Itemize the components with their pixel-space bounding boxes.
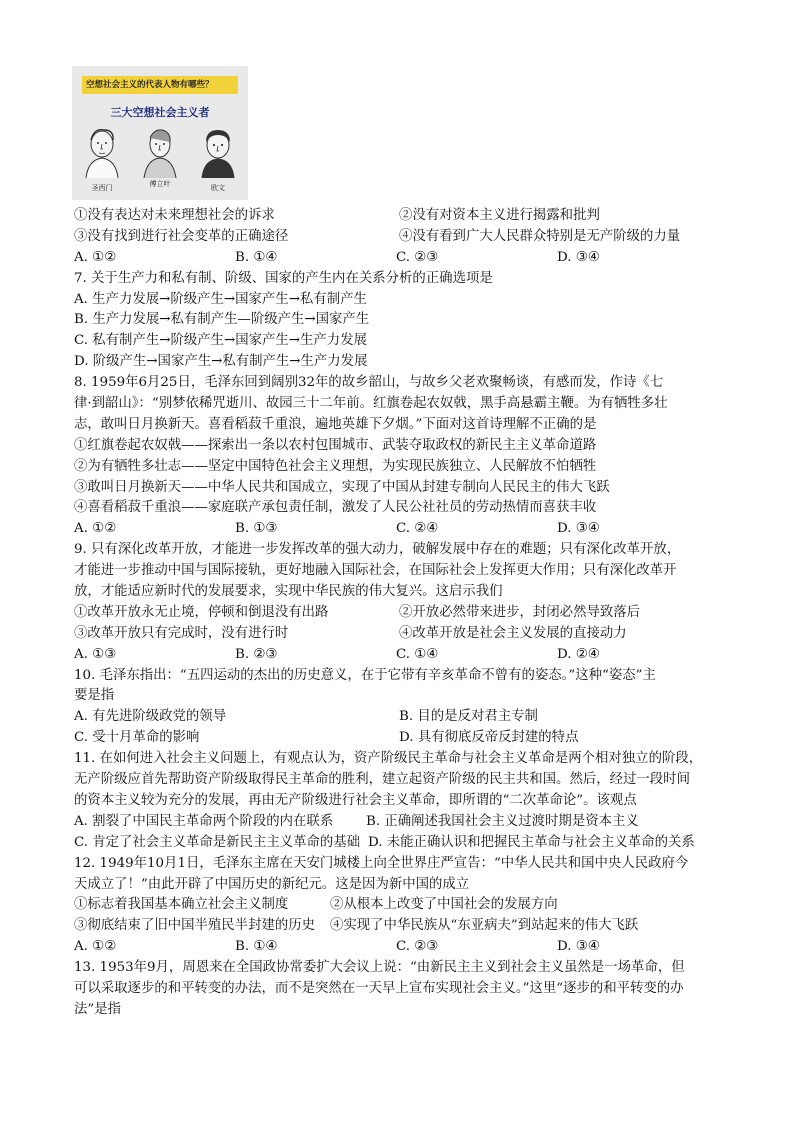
q7-option-a[interactable]: A. 生产力发展→阶级产生→国家产生→私有制产生 xyxy=(74,291,367,307)
q12-statement-4: ④实现了中华民族从“东亚病夫”到站起来的伟大飞跃 xyxy=(330,918,639,934)
q8-statement-3: ③敢叫日月换新天——中华人民共和国成立，实现了中国从封建专制向人民民主的伟大飞跃 xyxy=(74,479,610,495)
q12-option-b[interactable]: B. ①④ xyxy=(235,939,278,955)
q8-options xyxy=(74,519,734,540)
q11-option-c[interactable]: C. 肯定了社会主义革命是新民主主义革命的基础 xyxy=(74,834,361,850)
q8-stem-line-2: 律·到韶山》：“别梦依稀咒逝川、故园三十二年前。红旗卷起农奴戟，黑手高悬霸主鞭。为有牺牲多壮 xyxy=(74,396,668,412)
q10-stem-line-1: 10. 毛泽东指出：“五四运动的杰出的历史意义，在于它带有辛亥革命不曾有的姿态。”这种“姿态”主 xyxy=(74,667,656,683)
q10-options-row-2 xyxy=(74,728,734,749)
utopian-socialists-figure xyxy=(72,66,248,200)
q6-option-a[interactable]: A. ①② xyxy=(74,249,117,265)
q11-option-d[interactable]: D. 未能正确认识和把握民主革命与社会主义革命的关系 xyxy=(368,834,695,850)
q11-stem-line-1: 11. 在如何进入社会主义问题上，有观点认为，资产阶级民主革命与社会主义革命是两个相对独立的阶段， xyxy=(74,751,703,767)
q10-stem-line-2: 要是指 xyxy=(74,688,115,704)
figure-banner: 空想社会主义的代表人物有哪些？ xyxy=(82,76,238,94)
q7-option-c[interactable]: C. 私有制产生→阶级产生→国家产生→生产力发展 xyxy=(74,333,367,349)
q9-option-c[interactable]: C. ①④ xyxy=(396,646,439,662)
q9-statement-3: ③改革开放只有完成时，没有进行时 xyxy=(74,625,289,641)
q10-option-b[interactable]: B. 目的是反对君主专制 xyxy=(399,709,538,725)
q9-stem-line-3: 放，才能适应新时代的发展要求，实现中华民族的伟大复兴。这启示我们 xyxy=(74,584,503,600)
q11-options-row-2 xyxy=(74,833,734,854)
q10-options-row-1 xyxy=(74,707,734,728)
q12-statement-2: ②从根本上改变了中国社会的发展方向 xyxy=(330,897,558,913)
q12-statement-1: ①标志着我国基本确立社会主义制度 xyxy=(74,897,289,913)
q6-statements-row-2 xyxy=(74,227,734,248)
q9-statements-row-2 xyxy=(74,624,734,645)
q11-options-row-1 xyxy=(74,812,734,833)
q6-statement-2: ②没有对资本主义进行揭露和批判 xyxy=(399,208,600,223)
q8-statement-2: ②为有牺牲多壮志——坚定中国特色社会主义理想，为实现民族独立、人民解放不怕牺牲 xyxy=(74,458,597,474)
q8-option-a[interactable]: A. ①② xyxy=(74,521,117,537)
q12-statements-row-1 xyxy=(74,895,734,916)
q9-statement-1: ①改革开放永无止境，停顿和倒退没有出路 xyxy=(74,604,329,620)
figure-title: 三大空想社会主义者 xyxy=(110,106,210,119)
q12-option-c[interactable]: C. ②③ xyxy=(396,939,439,955)
q11-option-b[interactable]: B. 正确阐述我国社会主义过渡时期是资本主义 xyxy=(366,813,639,829)
q9-statement-2: ②开放必然带来进步，封闭必然导致落后 xyxy=(399,604,641,620)
q6-option-d[interactable]: D. ③④ xyxy=(557,249,600,265)
q12-options xyxy=(74,937,734,958)
q11-stem-line-3: 的资本主义较为充分的发展，再由无产阶级进行社会主义革命，即所谓的“二次革命论”。该观点 xyxy=(74,792,637,808)
q13-stem-line-3: 法”是指 xyxy=(74,1001,122,1017)
q12-stem-line-1: 12. 1949年10月1日，毛泽东主席在天安门城楼上向全世界庄严宣告：“中华人民共和国中央人民政府今 xyxy=(74,855,689,871)
q9-statement-4: ④改革开放是社会主义发展的直接动力 xyxy=(399,625,627,641)
q11-stem-line-2: 无产阶级应首先帮助资产阶级取得民主革命的胜利，建立起资产阶级的民主共和国。然后，经过一段时间 xyxy=(74,772,690,788)
q9-statements-row-1 xyxy=(74,603,734,624)
q9-option-a[interactable]: A. ①③ xyxy=(74,646,117,662)
q8-option-b[interactable]: B. ①③ xyxy=(235,521,278,537)
q6-option-c[interactable]: C. ②③ xyxy=(396,249,439,265)
q6-statements-row-1 xyxy=(74,206,734,227)
fourier-portrait xyxy=(138,126,182,178)
figure-caption-owen: 欧文 xyxy=(211,184,225,192)
question-text xyxy=(74,206,734,1021)
q7-option-b[interactable]: B. 生产力发展→私有制产生—阶级产生→国家产生 xyxy=(74,312,370,328)
q13-stem-line-2: 可以采取逐步的和平转变的办法，而不是突然在一天早上宣布实现社会主义。”这里“逐步的和平转变的办 xyxy=(74,980,684,996)
q6-statement-1: ①没有表达对未来理想社会的诉求 xyxy=(74,208,275,223)
q8-option-d[interactable]: D. ③④ xyxy=(557,521,600,537)
q6-statement-3: ③没有找到进行社会变革的正确途径 xyxy=(74,228,289,244)
q7-stem: 7. 关于生产力和私有制、阶级、国家的产生内在关系分析的正确选项是 xyxy=(74,270,493,286)
owen-portrait xyxy=(196,126,240,178)
q7-option-d[interactable]: D. 阶级产生→国家产生→私有制产生→生产力发展 xyxy=(74,354,368,370)
q8-stem-line-1: 8. 1959年6月25日，毛泽东回到阔别32年的故乡韶山，与故乡父老欢聚畅谈，有感而发，作诗《七 xyxy=(74,375,664,391)
q8-stem-line-3: 志，敢叫日月换新天。喜看稻菽千重浪，遍地英雄下夕烟。”下面对这首诗理解不正确的是 xyxy=(74,416,597,432)
saint-simon-portrait xyxy=(80,126,124,178)
q11-option-a[interactable]: A. 割裂了中国民主革命两个阶段的内在联系 xyxy=(74,813,334,829)
q9-stem-line-1: 9. 只有深化改革开放，才能进一步发挥改革的强大动力，破解发展中存在的难题；只有深化改革开放， xyxy=(74,542,681,558)
q10-option-d[interactable]: D. 具有彻底反帝反封建的特点 xyxy=(399,730,579,746)
figure-caption-fourier: 傅立叶 xyxy=(149,180,171,188)
q12-option-d[interactable]: D. ③④ xyxy=(557,939,600,955)
q12-statements-row-2 xyxy=(74,916,734,937)
q6-statement-4: ④没有看到广大人民群众特别是无产阶级的力量 xyxy=(399,228,681,244)
figure-caption-saint-simon: 圣西门 xyxy=(91,184,113,192)
q12-statement-3: ③彻底结束了旧中国半殖民半封建的历史 xyxy=(74,918,316,934)
q8-statement-1: ①红旗卷起农奴戟——探索出一条以农村包围城市、武装夺取政权的新民主主义革命道路 xyxy=(74,437,597,453)
q9-option-b[interactable]: B. ②③ xyxy=(235,646,278,662)
q12-option-a[interactable]: A. ①② xyxy=(74,939,117,955)
q6-options xyxy=(74,248,734,269)
q9-stem-line-2: 才能进一步推动中国与国际接轨，更好地融入国际社会，在国际社会上发挥更大作用；只有深化改革开 xyxy=(74,563,677,579)
q9-option-d[interactable]: D. ②④ xyxy=(557,646,600,662)
q9-options xyxy=(74,645,734,666)
q8-option-c[interactable]: C. ②④ xyxy=(396,521,439,537)
q12-stem-line-2: 天成立了！”由此开辟了中国历史的新纪元。这是因为新中国的成立 xyxy=(74,876,470,892)
q8-statement-4: ④喜看稻菽千重浪——家庭联产承包责任制，激发了人民公社社员的劳动热情而喜获丰收 xyxy=(74,500,597,516)
q10-option-c[interactable]: C. 受十月革命的影响 xyxy=(74,730,200,746)
q10-option-a[interactable]: A. 有先进阶级政党的领导 xyxy=(74,709,227,725)
q13-stem-line-1: 13. 1953年9月，周恩来在全国政协常委扩大会议上说：“由新民主主义到社会主义虽然是一场革命，但 xyxy=(74,960,685,976)
q6-option-b[interactable]: B. ①④ xyxy=(235,249,278,265)
